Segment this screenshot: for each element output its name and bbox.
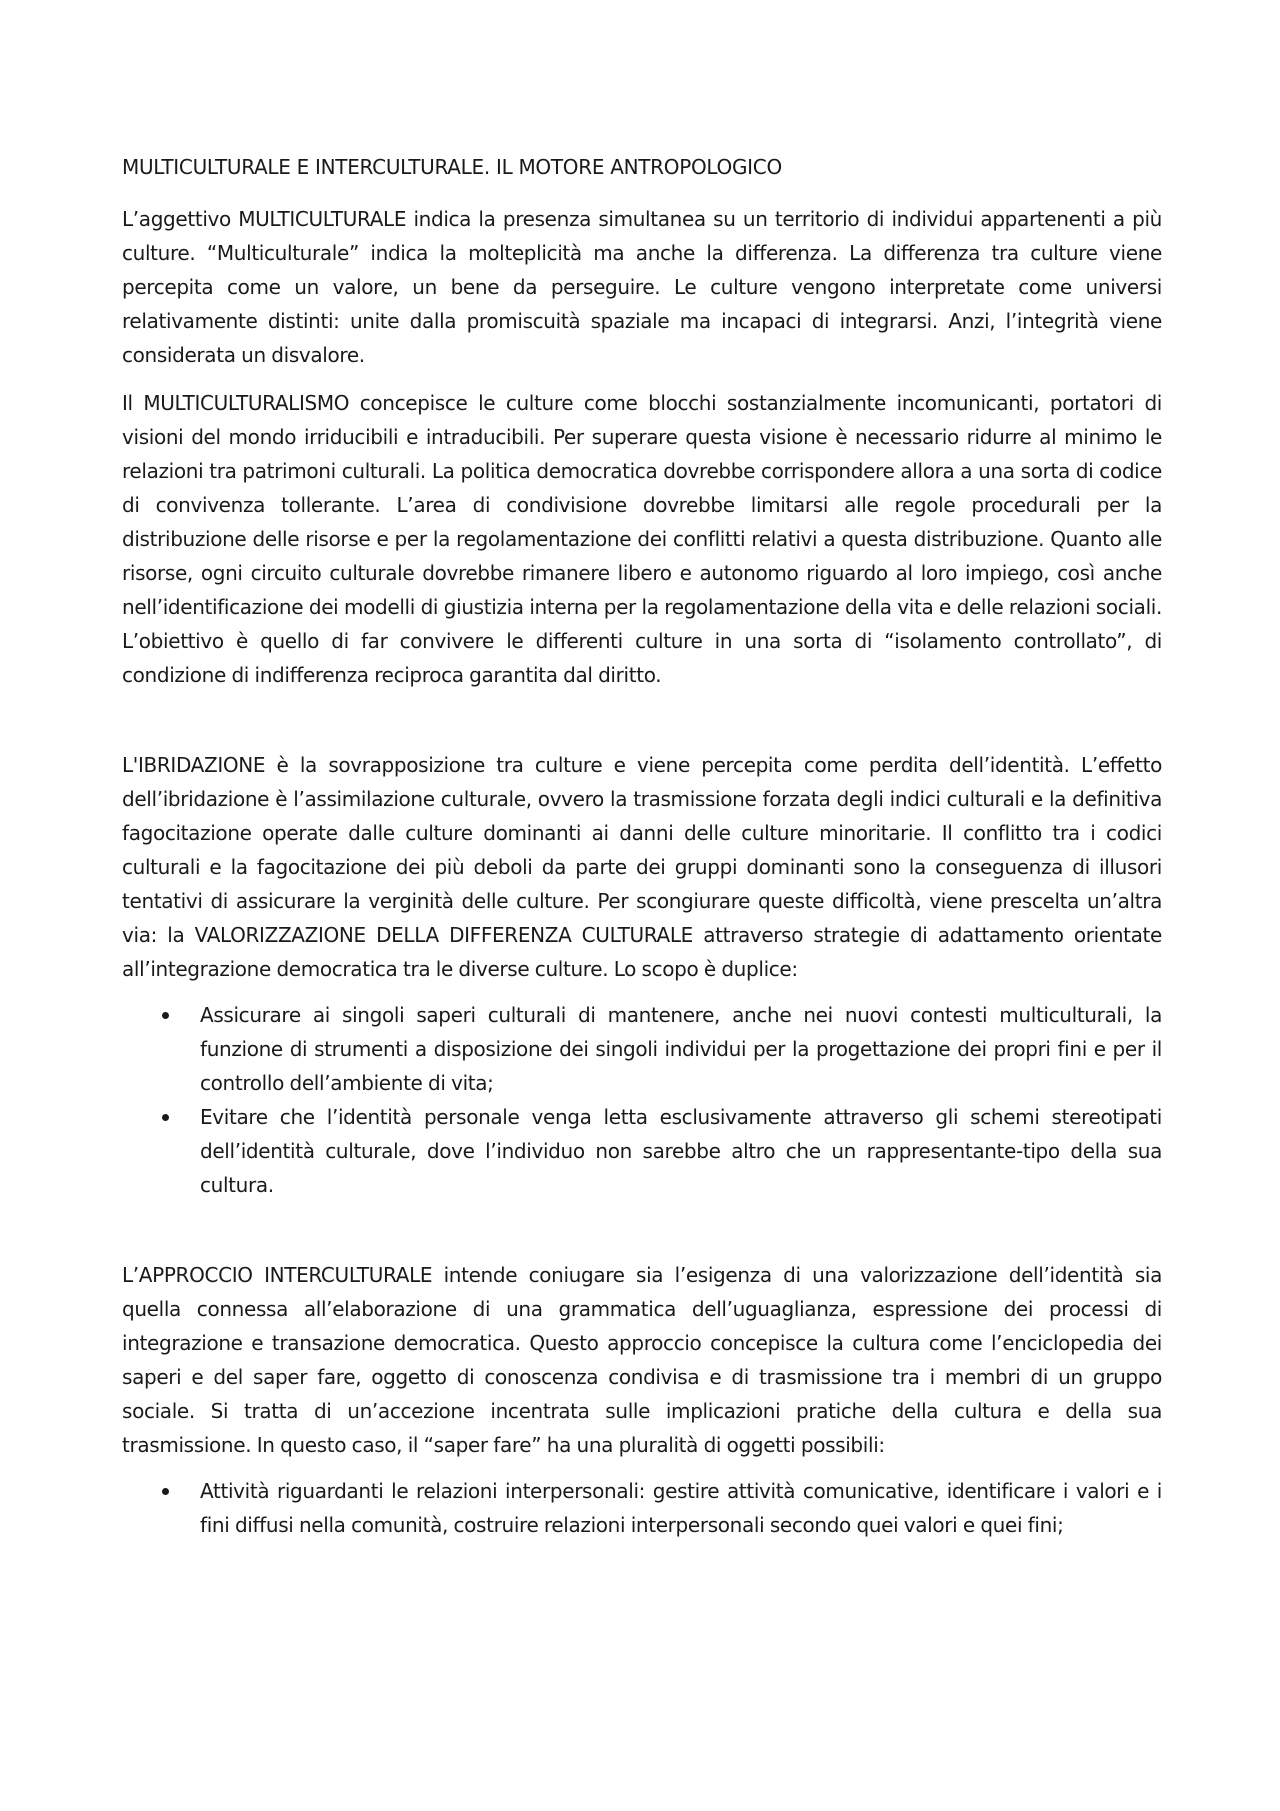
list-item-text: Assicurare ai singoli saperi culturali di mantenere, anche nei nuovi contesti multiculturali, la funzione di strumenti a disposizione dei singoli individui per la progettazione dei propri fini e per il controllo dell’ambiente di vita; (200, 1003, 1162, 1095)
paragraph-ibridazione: L'IBRIDAZIONE è la sovrapposizione tra culture e viene percepita come perdita dell’identità. L’effetto dell’ibridazione è l’assimilazione culturale, ovvero la trasmissione forzata degli indici culturali e la definitiva fagocitazione operate dalle culture dominanti ai danni delle culture minoritarie. Il conflitto tra i codici culturali e la fagocitazione dei più deboli da parte dei gruppi dominanti sono la conseguenza di illusori tentativi di assicurare la verginità delle culture. Per scongiurare queste difficoltà, viene prescelta un’altra via: la VALORIZZAZIONE DELLA DIFFERENZA CULTURALE attraverso strategie di adattamento orientate all’integrazione democratica tra le diverse culture. Lo scopo è duplice: (122, 753, 1162, 981)
paragraph-multiculturalismo: Il MULTICULTURALISMO concepisce le culture come blocchi sostanzialmente incomunicanti, portatori di visioni del mondo irriducibili e intraducibili. Per superare questa visione è necessario ridurre al minimo le relazioni tra patrimoni culturali. La politica democratica dovrebbe corrispondere allora a una sorta di codice di convivenza tollerante. L’area di condivisione dovrebbe limitarsi alle regole procedurali per la distribuzione delle risorse e per la regolamentazione dei conflitti relativi a questa distribuzione. Quanto alle risorse, ogni circuito culturale dovrebbe rimanere libero e autonomo riguardo al loro impiego, così anche nell’identificazione dei modelli di giustizia interna per la regolamentazione della vita e delle relazioni sociali. L’obiettivo è quello di far convivere le differenti culture in una sorta di “isolamento controllato”, di condizione di indifferenza reciproca garantita dal diritto. (122, 391, 1162, 687)
bullet-icon (162, 1488, 169, 1495)
spacer (122, 372, 1162, 386)
bullet-icon (162, 1012, 169, 1019)
bullet-list-saper-fare (122, 1474, 1162, 1542)
spacer (122, 1202, 1162, 1258)
document-page (122, 154, 1162, 1542)
list-item (122, 1100, 1162, 1202)
list-item-text: Attività riguardanti le relazioni interpersonali: gestire attività comunicative, identificare i valori e i fini diffusi nella comunità, costruire relazioni interpersonali secondo quei valori e quei fini; (200, 1479, 1162, 1537)
document-title: MULTICULTURALE E INTERCULTURALE. IL MOTORE ANTROPOLOGICO (122, 155, 782, 179)
bullet-list-scopo (122, 998, 1162, 1202)
bullet-icon (162, 1114, 169, 1121)
paragraph-multiculturale: L’aggettivo MULTICULTURALE indica la presenza simultanea su un territorio di individui appartenenti a più culture. “Multiculturale” indica la molteplicità ma anche la differenza. La differenza tra culture viene percepita come un valore, un bene da perseguire. Le culture vengono interpretate come universi relativamente distinti: unite dalla promiscuità spaziale ma incapaci di integrarsi. Anzi, l’integrità viene considerata un disvalore. (122, 207, 1162, 367)
spacer (122, 692, 1162, 748)
list-item (122, 1474, 1162, 1542)
list-item-text: Evitare che l’identità personale venga letta esclusivamente attraverso gli schemi stereotipati dell’identità culturale, dove l’individuo non sarebbe altro che un rappresentante-tipo della sua cultura. (200, 1105, 1162, 1197)
list-item (122, 998, 1162, 1100)
paragraph-approccio-interculturale: L’APPROCCIO INTERCULTURALE intende coniugare sia l’esigenza di una valorizzazione dell’identità sia quella connessa all’elaborazione di una grammatica dell’uguaglianza, espressione dei processi di integrazione e transazione democratica. Questo approccio concepisce la cultura come l’enciclopedia dei saperi e del saper fare, oggetto di conoscenza condivisa e di trasmissione tra i membri di un gruppo sociale. Si tratta di un’accezione incentrata sulle implicazioni pratiche della cultura e della sua trasmissione. In questo caso, il “saper fare” ha una pluralità di oggetti possibili: (122, 1263, 1162, 1457)
